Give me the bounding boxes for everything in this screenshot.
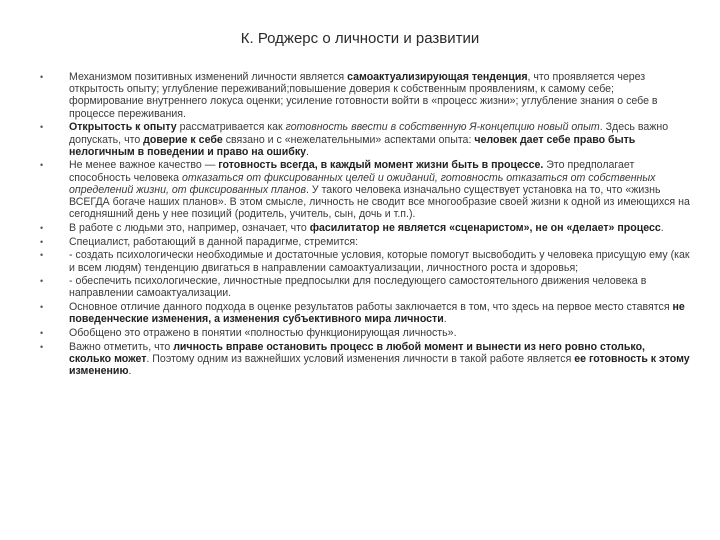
bullet-icon: • [40,122,44,133]
text-segment: , что проявляется через открытость опыту; углубление переживаний;повышение доверия к собственным проявлениям, к самому себе; формирование внутреннего локуса оценки; усиление готовности войти в «процесс жизни»; углубление знания о себе в процессе переживания. [69,71,658,120]
bold-text: Открытость к опыту [69,121,177,134]
list-item-text [69,327,457,339]
list-item-text [69,275,646,299]
list-item-text [69,71,658,120]
list-item [40,121,690,158]
bullet-icon: • [40,302,44,313]
list-item [40,327,690,339]
bullet-icon: • [40,276,44,287]
bullet-icon: • [40,341,44,352]
bold-text: доверие к себе [143,133,223,146]
list-item [40,236,690,248]
page-title: К. Роджерс о личности и развитии [240,30,480,47]
text-segment: Важно отметить, что [69,340,174,353]
bold-text: фасилитатор не является «сценаристом», не он «делает» процесс [309,221,661,234]
text-segment: - обеспечить психологические, личностные предпосылки для последующего самостоятельного движения человека в направлении самоактуализации. [69,275,647,300]
list-item [40,341,690,378]
text-segment: связано и с «нежелательными» аспектами опыта: [222,133,475,146]
bold-text: ее готовность к этому изменению [69,352,690,378]
text-segment: Специалист, работающий в данной парадигме, стремится: [69,235,359,248]
bullet-list [40,71,690,379]
text-segment: В работе с людьми это, например, означает, что [69,221,310,234]
bullet-icon: • [40,250,44,261]
bullet-icon: • [40,328,44,339]
text-segment: . У такого человека изначально существует установка на то, что «жизнь ВСЕГДА богаче наших планов». В этом смысле, личность не сводит все многообразие своей жизни к одной из имеющихся на сегодняшний день у нее позиций (родитель, учитель, сын, дочь и т.п.). [69,183,690,221]
list-item [40,222,690,234]
text-segment: . [660,221,664,234]
bold-text: человек дает себе право быть нелогичным в поведении и право на ошибку [69,133,636,158]
text-segment: Основное отличие данного подхода в оценке результатов работы заключается в том, что здесь на первое место ставятся [69,301,673,314]
list-item-text [69,121,668,157]
list-item-text [69,341,690,377]
list-item-text [69,301,685,325]
list-item-text [69,222,664,234]
list-item-text [69,159,690,220]
text-segment: . [306,145,309,158]
text-segment: Не менее важное качество — [69,159,219,172]
list-item [40,159,690,220]
bullet-icon: • [40,236,44,247]
bold-text: личность вправе остановить процесс в любой момент и вынести из него ровно столько, сколько может [69,340,645,365]
italic-text: отказаться от фиксированных целей и ожиданий, готовность отказаться от собственных определений жизни, от фиксированных планов [69,171,656,196]
text-segment: рассматривается как [176,121,286,134]
bullet-icon: • [40,222,44,233]
list-item-text [69,249,690,273]
list-item-text [69,236,358,248]
bullet-icon: • [40,72,44,82]
text-segment: Механизмом позитивных изменений личности является [69,71,348,83]
text-segment: . [443,313,447,326]
list-item [40,249,690,273]
text-segment: . [128,365,132,378]
bold-text: готовность всегда, в каждый момент жизни быть в процессе. [218,159,544,172]
text-segment: . Здесь важно допускать, что [69,121,669,146]
list-item [40,275,690,299]
list-item [40,301,690,325]
bold-text: не поведенческие изменения, а изменения субъективного мира личности [69,301,685,326]
text-segment: Это предполагает способность человека [69,159,635,184]
text-segment: - создать психологически необходимые и достаточные условия, которые помогут высвободить у человека присущую ему (как и всем людям) тенденцию двигаться в направлении самоактуализации, личностного роста и здоровья; [69,249,690,274]
text-segment: . Поэтому одним из важнейших условий изменения личности в такой работе является [146,352,575,365]
italic-text: готовность ввести в собственную Я-концепцию новый опыт [285,121,600,134]
text-segment: Обобщено это отражено в понятии «полностью функционирующая личность». [69,327,457,340]
list-item [40,71,690,120]
bullet-icon: • [40,160,44,171]
bold-text: самоактуализирующая тенденция [347,71,528,83]
